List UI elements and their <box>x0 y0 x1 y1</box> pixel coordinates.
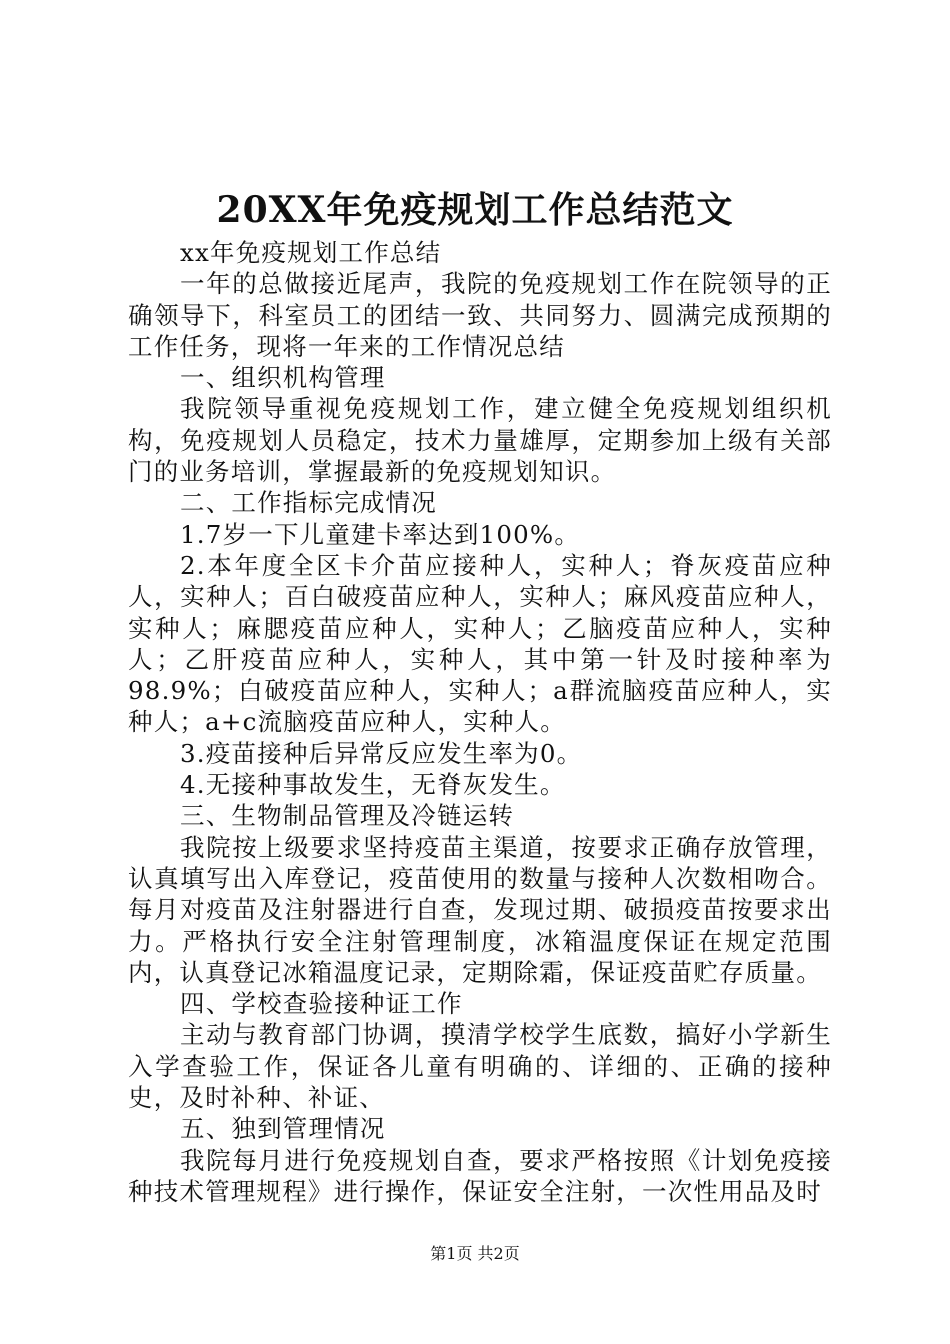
paragraph: 主动与教育部门协调，摸清学校学生底数，搞好小学新生入学查验工作，保证各儿童有明确的、详细的、正确的接种史，及时补种、补证、 <box>128 1020 832 1113</box>
section-heading: 三、生物制品管理及冷链运转 <box>180 801 515 831</box>
paragraph: 我院按上级要求坚持疫苗主渠道，按要求正确存放管理，认真填写出入库登记，疫苗使用的数量与接种人次数相吻合。每月对疫苗及注射器进行自查，发现过期、破损疫苗按要求出力。严格执行安全注射管理制度，冰箱温度保证在规定范围内，认真登记冰箱温度记录，定期除霜，保证疫苗贮存质量。 <box>128 832 832 987</box>
page-number-footer: 第1页 共2页 <box>430 1244 520 1263</box>
paragraph: 我院领导重视免疫规划工作，建立健全免疫规划组织机构，免疫规划人员稳定，技术力量雄厚，定期参加上级有关部门的业务培训，掌握最新的免疫规划知识。 <box>128 394 832 487</box>
section-heading: 二、工作指标完成情况 <box>180 488 437 518</box>
paragraph: 我院每月进行免疫规划自查，要求严格按照《计划免疫接种技术管理规程》进行操作，保证安全注射，一次性用品及时 <box>128 1145 832 1206</box>
document-title: 20XX年免疫规划工作总结范文 <box>216 189 734 231</box>
paragraph: 4.无接种事故发生，无脊灰发生。 <box>180 770 566 800</box>
paragraph: 一年的总做接近尾声，我院的免疫规划工作在院领导的正确领导下，科室员工的团结一致、共同努力、圆满完成预期的工作任务，现将一年来的工作情况总结 <box>128 269 832 361</box>
paragraph: 3.疫苗接种后异常反应发生率为0。 <box>180 738 583 768</box>
section-heading: 四、学校查验接种证工作 <box>180 989 463 1019</box>
paragraph: xx年免疫规划工作总结 <box>180 238 442 267</box>
paragraph: 1.7岁一下儿童建卡率达到100%。 <box>180 519 581 549</box>
section-heading: 五、独到管理情况 <box>180 1114 386 1144</box>
document-body <box>128 237 832 1207</box>
paragraph: 2.本年度全区卡介苗应接种人，实种人；脊灰疫苗应种人，实种人；百白破疫苗应种人，实种人；麻风疫苗应种人，实种人；麻腮疫苗应种人，实种人；乙脑疫苗应种人，实种人；乙肝疫苗应种人，实种人，其中第一针及时接种率为98.9%；白破疫苗应种人，实种人；a群流脑疫苗应种人，实种人；a+c流脑疫苗应种人，实种人。 <box>128 550 832 737</box>
section-heading: 一、组织机构管理 <box>180 363 386 393</box>
